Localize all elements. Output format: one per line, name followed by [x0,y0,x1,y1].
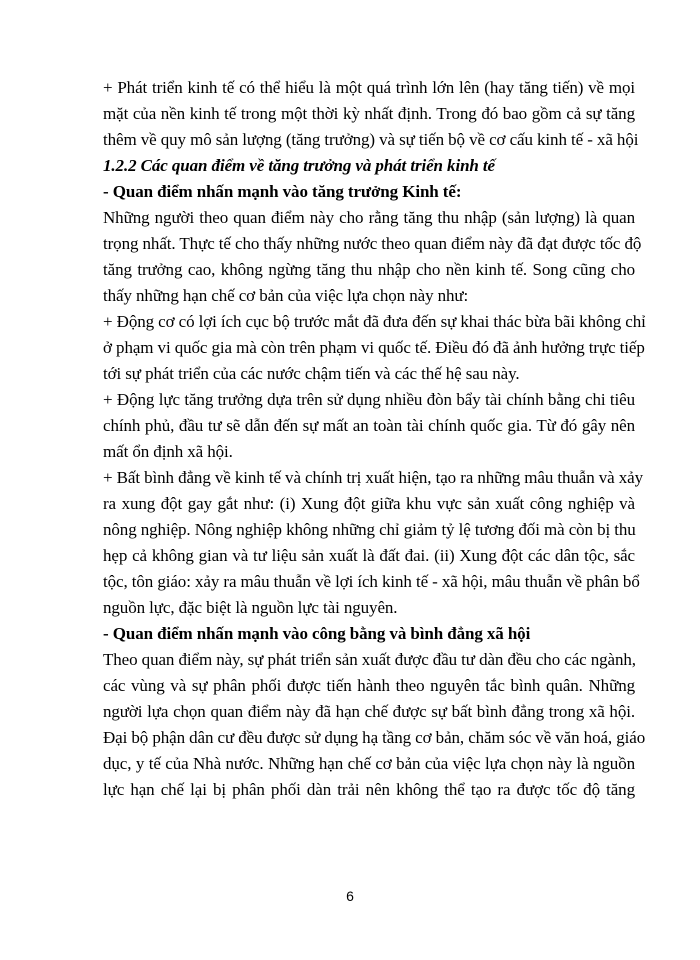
paragraph-line: tộc, tôn giáo: xảy ra mâu thuẫn về lợi ích kinh tế - xã hội, mâu thuẫn về phân bổ [103,572,640,591]
paragraph-line: mất ổn định xã hội. [103,442,233,461]
document-body [103,75,646,803]
paragraph-line: lực hạn chế lại bị phân phối dàn trải nên không thể tạo ra được tốc độ tăng [103,780,635,799]
paragraph-line: + Bất bình đẳng về kinh tế và chính trị xuất hiện, tạo ra những mâu thuẫn và xảy [103,468,644,487]
paragraph-line: nguồn lực, đặc biệt là nguồn lực tài nguyên. [103,598,398,617]
paragraph-line: + Phát triển kinh tế có thể hiểu là một quá trình lớn lên (hay tăng tiến) về mọi [103,78,635,97]
subsection-heading: - Quan điểm nhấn mạnh vào tăng trưởng Kinh tế: [103,182,462,201]
paragraph-line: Đại bộ phận dân cư đều được sử dụng hạ tầng cơ bản, chăm sóc về văn hoá, giáo [103,728,646,747]
paragraph-line: mặt của nền kinh tế trong một thời kỳ nhất định. Trong đó bao gồm cả sự tăng [103,104,635,123]
subsection-heading: - Quan điểm nhấn mạnh vào công bằng và bình đẳng xã hội [103,624,531,643]
section-heading: 1.2.2 Các quan điểm về tăng trưởng và phát triển kinh tế [103,156,495,175]
paragraph-line: + Động lực tăng trưởng dựa trên sử dụng nhiều đòn bẩy tài chính bằng chi tiêu [103,390,635,409]
paragraph-line: + Động cơ có lợi ích cục bộ trước mắt đã đưa đến sự khai thác bừa bãi không chỉ [103,312,646,331]
paragraph-line: thấy những hạn chế cơ bản của việc lựa chọn này như: [103,286,469,305]
paragraph-line: chính phủ, đầu tư sẽ dẫn đến sự mất an toàn tài chính quốc gia. Từ đó gây nên [103,416,635,435]
paragraph-line: nông nghiệp. Nông nghiệp không những chỉ giảm tỷ lệ tương đối mà còn bị thu [103,520,636,539]
paragraph-line: tăng trưởng cao, không ngừng tăng thu nhập cho nền kinh tế. Song cũng cho [103,260,635,279]
paragraph-line: ra xung đột gay gắt như: (i) Xung đột giữa khu vực sản xuất công nghiệp và [103,494,635,513]
paragraph-line: người lựa chọn quan điểm này đã hạn chế được sự bất bình đẳng trong xã hội. [103,702,635,721]
paragraph-line: các vùng và sự phân phối được tiến hành theo nguyên tắc bình quân. Những [103,676,635,695]
paragraph-line: hẹp cả không gian và tư liệu sản xuất là đất đai. (ii) Xung đột các dân tộc, sắc [103,546,635,565]
paragraph-line: Những người theo quan điểm này cho rằng tăng thu nhập (sản lượng) là quan [103,208,635,227]
page-number: 6 [346,888,354,904]
paragraph-line: trọng nhất. Thực tế cho thấy những nước theo quan điểm này đã đạt được tốc độ [103,234,642,253]
paragraph-line: ở phạm vi quốc gia mà còn trên phạm vi quốc tế. Điều đó đã ảnh hưởng trực tiếp [103,338,645,357]
paragraph-line: thêm về quy mô sản lượng (tăng trưởng) và sự tiến bộ về cơ cấu kinh tế - xã hội [103,130,639,149]
paragraph-line: dục, y tế của Nhà nước. Những hạn chế cơ bản của việc lựa chọn này là nguồn [103,754,635,773]
paragraph-line: tới sự phát triển của các nước chậm tiến và các thế hệ sau này. [103,364,520,383]
paragraph-line: Theo quan điểm này, sự phát triển sản xuất được đầu tư dàn đều cho các ngành, [103,650,636,669]
